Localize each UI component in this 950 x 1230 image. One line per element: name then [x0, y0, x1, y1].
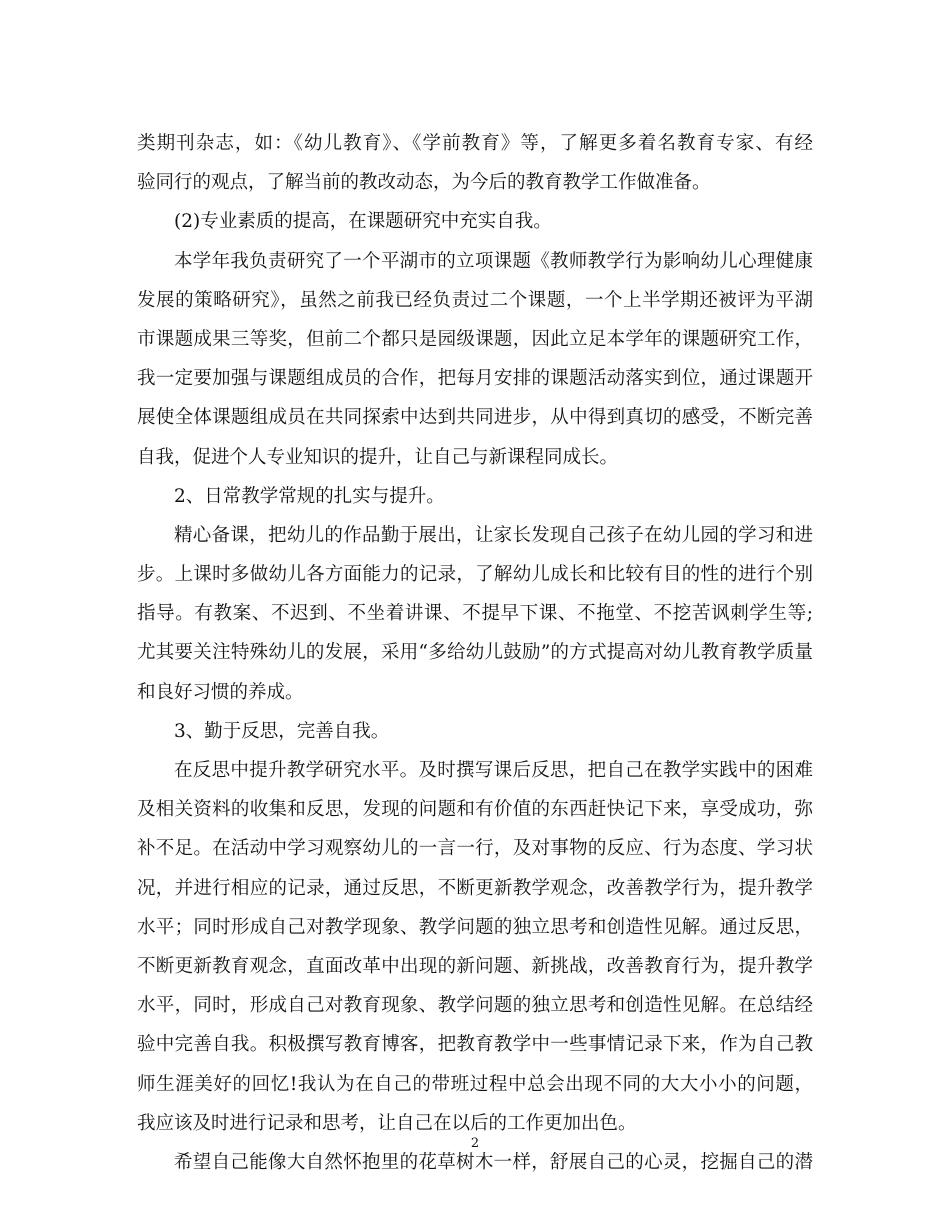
section-heading: 3、勤于反思，完善自我。 [174, 720, 390, 742]
text-line: 补不足。在活动中学习观察幼儿的一言一行，及对事物的反应、行为态度、学习状 [137, 838, 813, 860]
text-line: 市课题成果三等奖，但前二个都只是园级课题，因此立足本学年的课题研究工作， [137, 328, 813, 350]
text-line: 在反思中提升教学研究水平。及时撰写课后反思，把自己在教学实践中的困难 [174, 760, 813, 781]
text-line: 发展的策略研究》，虽然之前我已经负责过二个课题，一个上半学期还被评为平湖 [137, 289, 813, 311]
text-line: 和良好习惯的养成。 [137, 681, 304, 703]
text-line: 步。上课时多做幼儿各方面能力的记录，了解幼儿成长和比较有目的性的进行个别 [137, 564, 813, 586]
text-line: 验同行的观点，了解当前的教改动态，为今后的教育教学工作做准备。 [137, 172, 711, 194]
text-line: 精心备课，把幼儿的作品勤于展出，让家长发现自己孩子在幼儿园的学习和进 [174, 524, 813, 546]
text-line: 师生涯美好的回忆!我认为在自己的带班过程中总会出现不同的大大小小的问题， [137, 1073, 813, 1095]
text-line: 及相关资料的收集和反思，发现的问题和有价值的东西赶快记下来，享受成功，弥 [137, 799, 813, 821]
text-line: 自我，促进个人专业知识的提升，让自己与新课程同成长。 [137, 446, 619, 468]
text-line: 我应该及时进行记录和思考，让自己在以后的工作更加出色。 [137, 1112, 637, 1134]
body-text [137, 124, 813, 1182]
page-number: 2 [470, 1136, 480, 1151]
text-line: 验中完善自我。积极撰写教育博客，把教育教学中一些事情记录下来，作为自己教 [137, 1034, 813, 1056]
text-line: 类期刊杂志，如：《幼儿教育》、《学前教育》等，了解更多着名教育专家、有经 [137, 133, 813, 154]
text-line: 展使全体课题组成员在共同探索中达到共同进步，从中得到真切的感受，不断完善 [137, 407, 813, 429]
section-heading: 2、日常教学常规的扎实与提升。 [174, 485, 445, 507]
section-heading: (2)专业素质的提高，在课题研究中充实自我。 [174, 211, 552, 233]
text-line: 水平，同时，形成自己对教育现象、教学问题的独立思考和创造性见解。在总结经 [137, 995, 813, 1017]
text-line: 况，并进行相应的记录，通过反思，不断更新教学观念，改善教学行为，提升教学 [137, 877, 813, 899]
text-line: 我一定要加强与课题组成员的合作，把每月安排的课题活动落实到位，通过课题开 [137, 368, 813, 390]
text-line: 指导。有教案、不迟到、不坐着讲课、不提早下课、不拖堂、不挖苦讽刺学生等; [137, 603, 813, 625]
text-line: 尤其要关注特殊幼儿的发展，采用“多给幼儿鼓励”的方式提高对幼儿教育教学质量 [137, 642, 813, 664]
text-line: 水平；同时形成自己对教学现象、教学问题的独立思考和创造性见解。通过反思， [137, 916, 813, 938]
text-line: 不断更新教育观念，直面改革中出现的新问题、新挑战，改善教育行为，提升教学 [137, 955, 813, 977]
text-line: 本学年我负责研究了一个平湖市的立项课题《教师教学行为影响幼儿心理健康 [174, 250, 813, 272]
text-line: 希望自己能像大自然怀抱里的花草树木一样，舒展自己的心灵，挖掘自己的潜 [174, 1151, 813, 1173]
